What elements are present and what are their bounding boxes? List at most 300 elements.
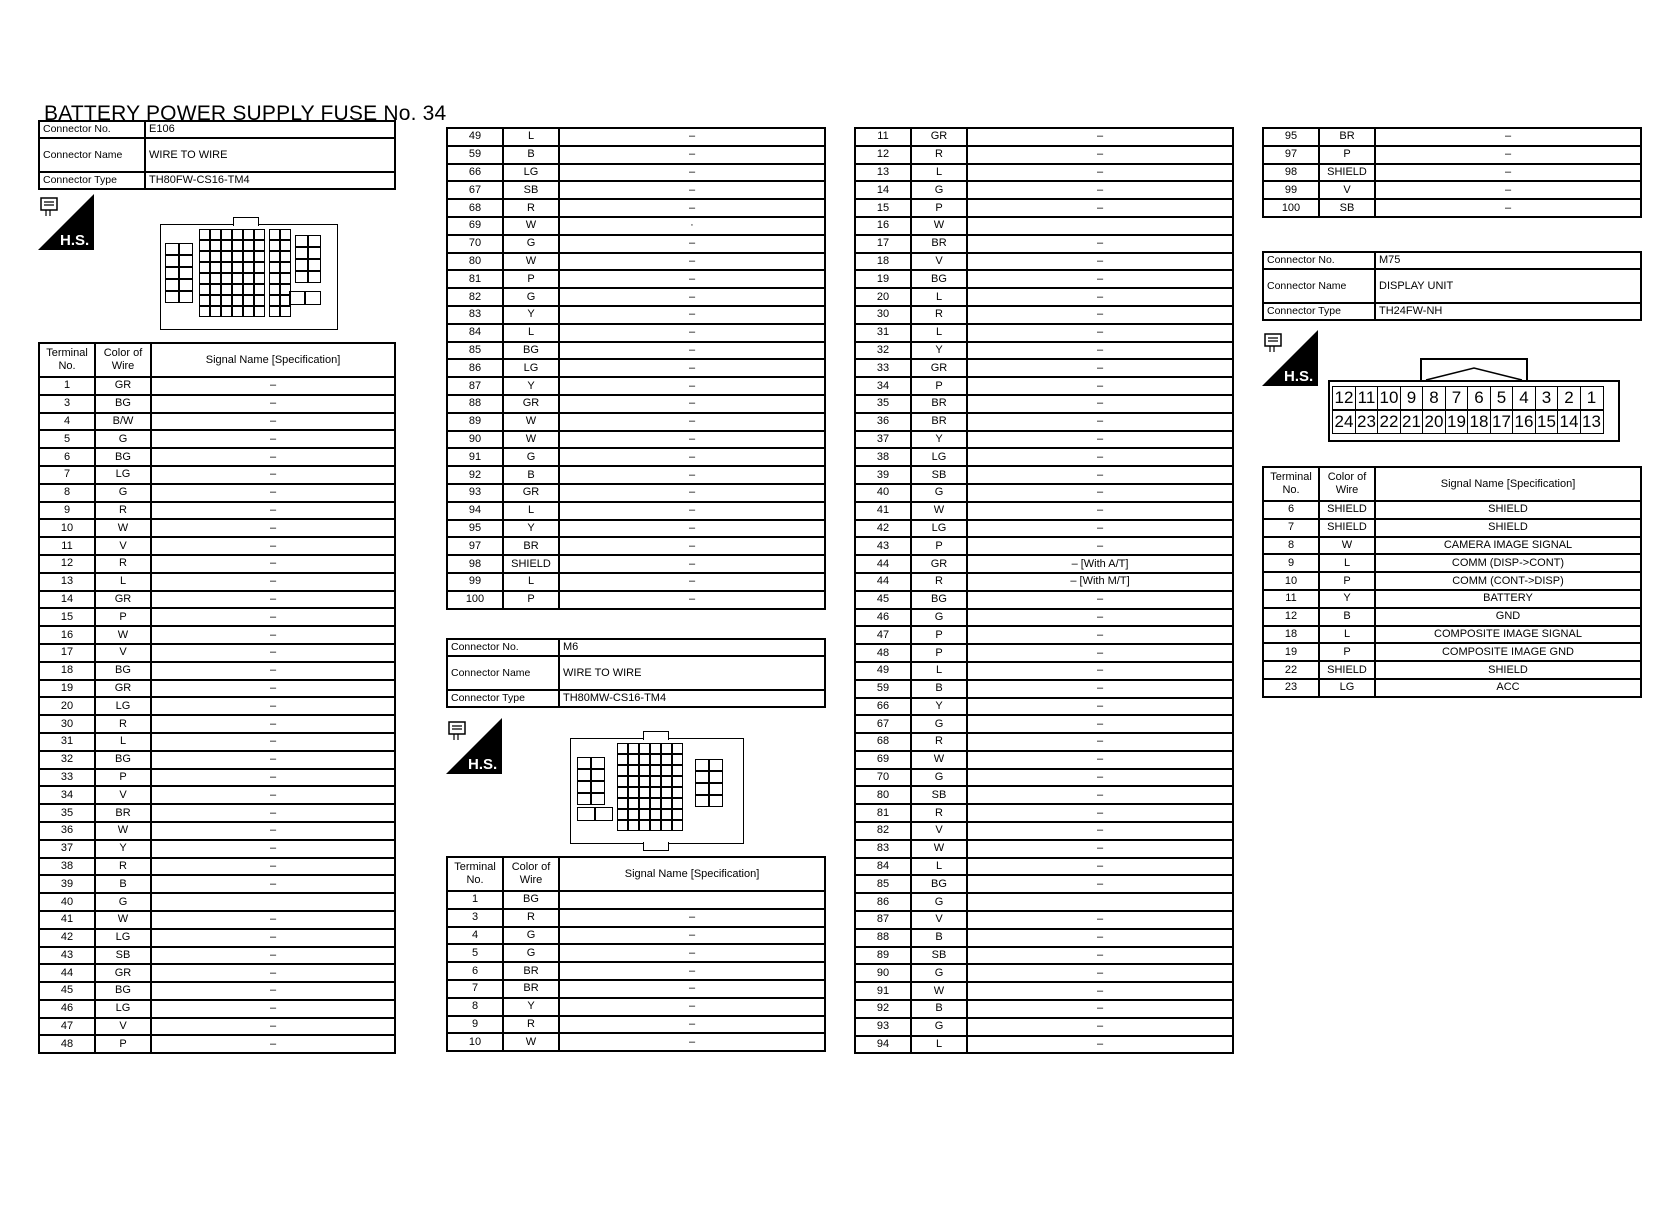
connector-type-label: Connector Type xyxy=(447,690,559,707)
terminal-no: 6 xyxy=(39,448,95,466)
table-row xyxy=(855,982,1233,1000)
signal-name: – xyxy=(151,715,395,733)
terminal-no: 32 xyxy=(39,751,95,769)
signal-name: – xyxy=(151,1000,395,1018)
wire-color: W xyxy=(503,217,559,235)
signal-name: – xyxy=(559,181,825,199)
terminal-no: 36 xyxy=(855,413,911,431)
signal-name xyxy=(559,891,825,909)
connector-cavity xyxy=(295,235,308,247)
table-row xyxy=(447,324,825,342)
signal-name: – xyxy=(559,288,825,306)
signal-name: – xyxy=(967,128,1233,146)
table-row xyxy=(1263,128,1641,146)
signal-name: GND xyxy=(1375,608,1641,626)
signal-name: – xyxy=(559,909,825,927)
terminal-no: 36 xyxy=(39,822,95,840)
wire-color: G xyxy=(911,181,967,199)
signal-name: COMM (DISP->CONT) xyxy=(1375,554,1641,572)
connector-name-value: WIRE TO WIRE xyxy=(559,656,825,690)
terminal-no: 30 xyxy=(855,306,911,324)
harness-side-icon xyxy=(38,194,94,250)
wire-color: LG xyxy=(503,359,559,377)
connector-cavity xyxy=(308,235,321,247)
terminal-no: 87 xyxy=(855,911,911,929)
terminal-no: 5 xyxy=(447,944,503,962)
signal-name: – xyxy=(151,929,395,947)
terminal-no: 97 xyxy=(447,537,503,555)
wire-color: W xyxy=(911,217,967,235)
table-row xyxy=(1263,537,1641,555)
terminal-no: 7 xyxy=(39,466,95,484)
wire-color: B xyxy=(911,680,967,698)
terminal-no: 68 xyxy=(855,733,911,751)
connector-pin: 3 xyxy=(1535,386,1559,410)
wire-color: LG xyxy=(911,448,967,466)
connector-cavity xyxy=(672,820,683,831)
terminal-no: 10 xyxy=(39,519,95,537)
terminal-no: 86 xyxy=(447,359,503,377)
wire-color: Y xyxy=(1319,590,1375,608)
wire-color: G xyxy=(95,893,151,911)
connector-cavity xyxy=(269,240,280,251)
table-row xyxy=(855,324,1233,342)
wire-color: V xyxy=(911,911,967,929)
signal-name: – xyxy=(559,270,825,288)
connector-cavity xyxy=(254,273,265,284)
connector-cavity xyxy=(617,754,628,765)
table-row xyxy=(855,1000,1233,1018)
table-row xyxy=(855,911,1233,929)
table-row xyxy=(447,431,825,449)
connector-cavity xyxy=(210,240,221,251)
table-row xyxy=(39,1000,395,1018)
signal-name: – xyxy=(967,875,1233,893)
wire-color: GR xyxy=(95,591,151,609)
connector-cavity xyxy=(628,765,639,776)
signal-name: – xyxy=(559,944,825,962)
signal-name: – xyxy=(967,769,1233,787)
table-row xyxy=(39,644,395,662)
signal-name: – xyxy=(151,804,395,822)
table-row xyxy=(855,626,1233,644)
terminal-no: 92 xyxy=(447,466,503,484)
connector-cavity xyxy=(165,291,179,303)
terminal-no: 5 xyxy=(39,430,95,448)
wire-color: L xyxy=(95,733,151,751)
terminal-no: 41 xyxy=(855,502,911,520)
terminal-no: 22 xyxy=(1263,661,1319,679)
table-row xyxy=(447,181,825,199)
wire-color: P xyxy=(503,270,559,288)
terminal-no: 30 xyxy=(39,715,95,733)
signal-name: – xyxy=(967,929,1233,947)
wire-color: R xyxy=(503,909,559,927)
table-row xyxy=(1263,590,1641,608)
signal-name: – xyxy=(967,1000,1233,1018)
terminal-no: 38 xyxy=(855,448,911,466)
terminal-no: 69 xyxy=(855,751,911,769)
terminal-no: 33 xyxy=(39,769,95,787)
table-row xyxy=(855,804,1233,822)
terminal-no: 33 xyxy=(855,359,911,377)
terminal-no: 47 xyxy=(855,626,911,644)
terminal-no: 82 xyxy=(447,288,503,306)
connector-type-value: TH80FW-CS16-TM4 xyxy=(145,172,395,189)
terminal-no: 45 xyxy=(855,591,911,609)
connector-cavity xyxy=(221,273,232,284)
wire-color: G xyxy=(503,448,559,466)
terminal-no: 97 xyxy=(1263,146,1319,164)
wire-color: P xyxy=(911,644,967,662)
terminal-no: 17 xyxy=(39,644,95,662)
wire-color: V xyxy=(1319,181,1375,199)
connector-cavity xyxy=(210,273,221,284)
signal-name: – [With A/T] xyxy=(967,555,1233,573)
signal-name: – xyxy=(559,927,825,945)
wire-color: SHIELD xyxy=(1319,501,1375,519)
connector-cavity xyxy=(232,240,243,251)
connector-cavity xyxy=(221,262,232,273)
signal-name: ACC xyxy=(1375,679,1641,697)
connector-pin: 10 xyxy=(1377,386,1401,410)
signal-name: – xyxy=(559,306,825,324)
wire-color: P xyxy=(1319,643,1375,661)
signal-name: – xyxy=(151,911,395,929)
harness-side-icon xyxy=(446,718,502,774)
terminal-no: 89 xyxy=(855,947,911,965)
connector-cavity xyxy=(695,759,709,771)
color-of-wire-header: Color of Wire xyxy=(95,343,151,377)
connector-cavity xyxy=(639,754,650,765)
terminal-no: 18 xyxy=(855,253,911,271)
connector-pin: 21 xyxy=(1400,410,1424,434)
connector-pin: 20 xyxy=(1422,410,1446,434)
wire-color: B xyxy=(95,875,151,893)
terminal-no: 19 xyxy=(1263,643,1319,661)
terminal-no: 85 xyxy=(447,342,503,360)
e106-connector-info xyxy=(38,120,396,190)
connector-cavity xyxy=(221,240,232,251)
connector-cavity xyxy=(709,783,723,795)
terminal-no: 16 xyxy=(855,217,911,235)
wire-color: R xyxy=(911,306,967,324)
table-row xyxy=(855,359,1233,377)
wire-color: GR xyxy=(503,484,559,502)
connector-cavity xyxy=(577,769,591,781)
table-row xyxy=(39,680,395,698)
wire-color: GR xyxy=(911,128,967,146)
connector-cavity xyxy=(591,757,605,769)
signal-name: – xyxy=(967,520,1233,538)
connector-cavity xyxy=(243,295,254,306)
connector-cavity xyxy=(243,251,254,262)
table-row xyxy=(447,128,825,146)
connector-cavity xyxy=(232,229,243,240)
table-row xyxy=(39,715,395,733)
table-row xyxy=(39,608,395,626)
signal-name: – xyxy=(151,680,395,698)
connector-cavity xyxy=(295,247,308,259)
table-row xyxy=(39,466,395,484)
terminal-no: 89 xyxy=(447,413,503,431)
wire-color: R xyxy=(95,715,151,733)
table-row xyxy=(855,342,1233,360)
terminal-no: 10 xyxy=(447,1033,503,1051)
connector-cavity xyxy=(628,776,639,787)
signal-name: – xyxy=(967,840,1233,858)
connector-type-value: TH24FW-NH xyxy=(1375,303,1641,320)
signal-name: – xyxy=(967,306,1233,324)
terminal-no: 34 xyxy=(855,377,911,395)
signal-name: – xyxy=(559,962,825,980)
terminal-no: 80 xyxy=(855,786,911,804)
connector-cavity xyxy=(179,243,193,255)
terminal-no: 44 xyxy=(39,964,95,982)
wire-color: V xyxy=(95,537,151,555)
wire-color: LG xyxy=(95,929,151,947)
wire-color: G xyxy=(911,893,967,911)
terminal-no: 83 xyxy=(855,840,911,858)
connector-cavity xyxy=(661,765,672,776)
table-row xyxy=(447,980,825,998)
table-row xyxy=(447,1033,825,1051)
wire-color: GR xyxy=(503,395,559,413)
connector-cavity xyxy=(591,781,605,793)
wire-color: P xyxy=(1319,572,1375,590)
color-of-wire-header: Color of Wire xyxy=(503,857,559,891)
table-row xyxy=(855,537,1233,555)
connector-name-label: Connector Name xyxy=(39,138,145,172)
terminal-no: 86 xyxy=(855,893,911,911)
signal-name: – xyxy=(967,484,1233,502)
terminal-no: 20 xyxy=(39,697,95,715)
connector-cavity xyxy=(232,273,243,284)
table-row xyxy=(447,466,825,484)
m6-terminal-table-end xyxy=(1262,127,1642,218)
table-row xyxy=(39,769,395,787)
signal-name: – xyxy=(967,537,1233,555)
table-row xyxy=(39,840,395,858)
connector-cavity xyxy=(254,251,265,262)
signal-name: – xyxy=(1375,164,1641,182)
signal-name: – xyxy=(967,431,1233,449)
signal-name: – xyxy=(967,1036,1233,1054)
signal-name: – xyxy=(967,911,1233,929)
table-row xyxy=(855,858,1233,876)
signal-name: · xyxy=(559,217,825,235)
signal-name: – xyxy=(967,181,1233,199)
terminal-no: 47 xyxy=(39,1018,95,1036)
signal-name xyxy=(151,893,395,911)
table-row xyxy=(1263,501,1641,519)
terminal-no-header: Terminal No. xyxy=(447,857,503,891)
connector-cavity xyxy=(617,820,628,831)
signal-name: SHIELD xyxy=(1375,661,1641,679)
wire-color: G xyxy=(911,1018,967,1036)
connector-type-value: TH80MW-CS16-TM4 xyxy=(559,690,825,707)
wire-color: SB xyxy=(503,181,559,199)
signal-name: COMPOSITE IMAGE GND xyxy=(1375,643,1641,661)
connector-cavity xyxy=(269,306,280,317)
terminal-no: 14 xyxy=(855,181,911,199)
wire-color: P xyxy=(911,199,967,217)
terminal-no: 41 xyxy=(39,911,95,929)
table-row xyxy=(855,270,1233,288)
signal-name: – xyxy=(967,288,1233,306)
wire-color: GR xyxy=(911,555,967,573)
terminal-no: 31 xyxy=(39,733,95,751)
table-row xyxy=(855,288,1233,306)
connector-cavity xyxy=(577,807,595,821)
table-row xyxy=(855,502,1233,520)
wire-color: BG xyxy=(911,591,967,609)
connector-name-value: WIRE TO WIRE xyxy=(145,138,395,172)
terminal-no: 1 xyxy=(447,891,503,909)
signal-name: – xyxy=(1375,128,1641,146)
signal-name: – xyxy=(151,608,395,626)
connector-cavity xyxy=(221,306,232,317)
table-row xyxy=(855,929,1233,947)
signal-name: – xyxy=(151,484,395,502)
connector-cavity xyxy=(232,262,243,273)
signal-name: – xyxy=(559,537,825,555)
connector-cavity xyxy=(709,795,723,807)
connector-name-value: DISPLAY UNIT xyxy=(1375,269,1641,303)
connector-no-label: Connector No. xyxy=(1263,252,1375,269)
terminal-no: 67 xyxy=(855,715,911,733)
connector-pin: 18 xyxy=(1467,410,1491,434)
table-row xyxy=(855,840,1233,858)
table-row xyxy=(447,199,825,217)
signal-name: – xyxy=(559,431,825,449)
wire-color: R xyxy=(911,804,967,822)
terminal-no: 48 xyxy=(855,644,911,662)
table-row xyxy=(855,199,1233,217)
connector-pin: 16 xyxy=(1512,410,1536,434)
table-row xyxy=(39,591,395,609)
table-row xyxy=(855,466,1233,484)
m6-connector-info xyxy=(446,638,826,708)
connector-cavity xyxy=(179,255,193,267)
table-row xyxy=(855,591,1233,609)
wire-color: B xyxy=(911,929,967,947)
table-row xyxy=(855,715,1233,733)
wire-color: R xyxy=(95,858,151,876)
wire-color: Y xyxy=(503,998,559,1016)
signal-name: – xyxy=(151,466,395,484)
table-row xyxy=(1263,519,1641,537)
connector-cavity xyxy=(165,279,179,291)
signal-name: – xyxy=(151,822,395,840)
connector-cavity xyxy=(308,271,321,283)
table-row xyxy=(855,377,1233,395)
signal-name: – xyxy=(967,235,1233,253)
connector-cavity xyxy=(577,757,591,769)
wire-color: LG xyxy=(911,520,967,538)
connector-no-value: E106 xyxy=(145,121,395,138)
wire-color: W xyxy=(503,253,559,271)
table-row xyxy=(855,520,1233,538)
signal-name: – xyxy=(967,164,1233,182)
connector-cavity xyxy=(650,809,661,820)
wire-color: SB xyxy=(911,947,967,965)
wire-color: BG xyxy=(911,270,967,288)
table-row xyxy=(1263,661,1641,679)
signal-name: – xyxy=(151,626,395,644)
connector-cavity xyxy=(639,787,650,798)
signal-name: – xyxy=(967,359,1233,377)
wire-color: SHIELD xyxy=(1319,519,1375,537)
terminal-no: 38 xyxy=(39,858,95,876)
signal-name: – xyxy=(967,413,1233,431)
signal-name: – xyxy=(559,342,825,360)
terminal-no: 90 xyxy=(855,964,911,982)
table-row xyxy=(39,626,395,644)
terminal-no: 19 xyxy=(39,680,95,698)
table-row xyxy=(855,786,1233,804)
m75-connector-face xyxy=(1328,354,1620,438)
signal-name: – xyxy=(967,502,1233,520)
terminal-no: 70 xyxy=(855,769,911,787)
table-row xyxy=(1263,199,1641,217)
table-row xyxy=(39,911,395,929)
connector-cavity xyxy=(179,267,193,279)
signal-name: – xyxy=(967,698,1233,716)
signal-name: – xyxy=(967,270,1233,288)
terminal-no: 17 xyxy=(855,235,911,253)
signal-name: – xyxy=(559,466,825,484)
wire-color: W xyxy=(503,431,559,449)
wire-color: LG xyxy=(95,466,151,484)
terminal-no: 93 xyxy=(855,1018,911,1036)
terminal-no: 8 xyxy=(447,998,503,1016)
wire-color: V xyxy=(95,786,151,804)
table-row xyxy=(447,164,825,182)
connector-cavity xyxy=(210,284,221,295)
connector-cavity xyxy=(243,273,254,284)
connector-cavity xyxy=(639,743,650,754)
wire-color: SB xyxy=(911,786,967,804)
terminal-no: 7 xyxy=(1263,519,1319,537)
terminal-no: 66 xyxy=(447,164,503,182)
table-row xyxy=(855,253,1233,271)
wire-color: BG xyxy=(95,982,151,1000)
terminal-no: 11 xyxy=(855,128,911,146)
signal-name: – xyxy=(151,1035,395,1053)
signal-name: – xyxy=(967,342,1233,360)
table-row xyxy=(39,964,395,982)
wire-color: P xyxy=(911,626,967,644)
connector-cavity xyxy=(280,273,291,284)
table-row xyxy=(39,733,395,751)
table-row xyxy=(855,733,1233,751)
table-row xyxy=(447,288,825,306)
connector-cavity xyxy=(628,743,639,754)
hs-label: H.S. xyxy=(1284,368,1314,385)
connector-cavity xyxy=(165,267,179,279)
wire-color: GR xyxy=(95,680,151,698)
signal-name: – xyxy=(559,164,825,182)
signal-name: – xyxy=(559,253,825,271)
connector-cavity xyxy=(280,262,291,273)
terminal-no: 84 xyxy=(447,324,503,342)
wire-color: L xyxy=(503,573,559,591)
signal-name: – xyxy=(559,520,825,538)
connector-pin: 14 xyxy=(1557,410,1581,434)
signal-name: – xyxy=(151,555,395,573)
wire-color: P xyxy=(911,537,967,555)
